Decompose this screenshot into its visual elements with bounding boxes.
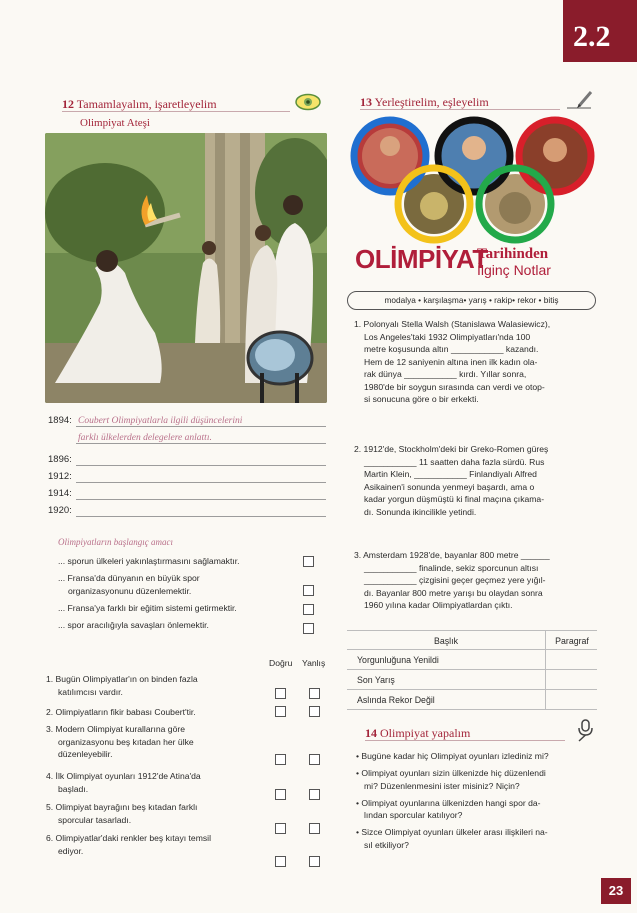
olympic-rings-image bbox=[350, 116, 598, 251]
true-checkbox[interactable] bbox=[275, 856, 286, 867]
paragraph-1: 1. Polonyalı Stella Walsh (Stanislawa Walasiewicz), Los Angeles'taki 1932 Olimpiyatları'nda 100 metre koşusunda altın ___________ kazandı. Hem de 12 saniyenin altına inen ilk kadın ola- rak dünya ___________ kırdı. Yıllar sonra, 1980'de bir soygun sırasında can verdi ve otop- si sonucuna göre o bir erkekti. bbox=[354, 319, 551, 404]
timeline bbox=[48, 413, 330, 520]
timeline-text: farklı ülkelerden delegelere anlattı. bbox=[78, 433, 212, 443]
paragraph-3: 3. Amsterdam 1928'de, bayanlar 800 metre ______ ___________ finalinde, sekiz sporcunun altısı ___________ çizgisini geçer geçmez yere yığıl- dı. Bayanlar 800 metre yarışı bu olaydan sonra 1960 yılına kadar Olimpiyatlardan çıktı. bbox=[354, 550, 550, 610]
aim-checkbox[interactable] bbox=[303, 623, 314, 634]
section-14-title: Olimpiyat yapalım bbox=[380, 726, 471, 740]
pencil-icon bbox=[565, 90, 595, 110]
timeline-row bbox=[48, 452, 330, 469]
word-bank: modalya • karşılaşma• yarış • rakip• rekor • bitiş bbox=[347, 291, 596, 310]
timeline-row bbox=[48, 486, 330, 503]
aims-list bbox=[58, 555, 328, 636]
false-column-header: Yanlış bbox=[302, 658, 326, 668]
discussion-questions: • Bugüne kadar hiç Olimpiyat oyunları izlediniz mi? • Olimpiyat oyunları sizin ülkenizde hiç düzenlendi mi? Düzenlenmesini ister misiniz? Niçin? • Olimpiyat oyunlarına ülkenizden hangi spor da- lından sporcular katılıyor? • Sizce Olimpiyat oyunları ülkeler arası ilişkileri na- sıl etkiliyor? bbox=[356, 750, 601, 851]
olympic-subtitle-2: İlginç Notlar bbox=[477, 262, 551, 278]
section-13-number: 13 bbox=[360, 95, 372, 109]
timeline-year: 1912: bbox=[48, 471, 72, 482]
olympic-subtitle-1: Tarihinden bbox=[477, 246, 549, 262]
false-checkbox[interactable] bbox=[309, 688, 320, 699]
timeline-year: 1914: bbox=[48, 488, 72, 499]
statement-item: 2. Olimpiyatların fikir babası Coubert'tir. bbox=[46, 707, 196, 717]
false-checkbox[interactable] bbox=[309, 754, 320, 765]
true-column-header: Doğru bbox=[269, 658, 293, 668]
timeline-row bbox=[48, 469, 330, 486]
question-item: • Olimpiyat oyunlarına ülkenizden hangi spor da- bbox=[356, 797, 541, 808]
true-checkbox[interactable] bbox=[275, 754, 286, 765]
question-item: • Bugüne kadar hiç Olimpiyat oyunları izlediniz mi? bbox=[356, 751, 549, 761]
aims-heading: Olimpiyatların başlangıç amacı bbox=[58, 537, 173, 547]
timeline-year: 1896: bbox=[48, 454, 72, 465]
section-13-header bbox=[360, 95, 489, 110]
table-header-title: Başlık bbox=[434, 636, 458, 646]
section-14-header bbox=[365, 726, 470, 741]
table-row: Aslında Rekor Değil bbox=[347, 690, 597, 710]
true-checkbox[interactable] bbox=[275, 823, 286, 834]
statement-item: 1. Bugün Olimpiyatlar'ın on binden fazla katılımcısı vardır. bbox=[46, 674, 198, 697]
aim-item-cont: organizasyonunu düzenlemektir. bbox=[68, 586, 192, 596]
aim-item: ... Fransa'ya farklı bir eğitim sistemi getirmektir. bbox=[58, 603, 237, 613]
true-checkbox[interactable] bbox=[275, 789, 286, 800]
question-item: • Olimpiyat oyunları sizin ülkenizde hiç düzenlendi bbox=[356, 768, 546, 778]
false-checkbox[interactable] bbox=[309, 789, 320, 800]
section-12-title: Tamamlayalım, işaretleyelim bbox=[76, 97, 217, 111]
timeline-text: Coubert Olimpiyatlarla ilgili düşüncelerini bbox=[78, 416, 243, 426]
table-header-paragraph: Paragraf bbox=[555, 636, 589, 646]
section-12-header bbox=[62, 97, 217, 112]
true-checkbox[interactable] bbox=[275, 706, 286, 717]
statements-list bbox=[46, 673, 276, 862]
timeline-row bbox=[48, 503, 330, 520]
table-row: Yorgunluğuna Yenildi bbox=[347, 650, 597, 670]
paragraph-2: 2. 1912'de, Stockholm'deki bir Greko-Romen güreş ___________ 11 saatten daha fazla sürdü. Rus Martin Klein, ___________ Finlandiyalı Alfred Asikainen'i sonunda yenmeyi başardı, ama o kadar yorgun düşmüştü ki final maçına çıkama- dı. Sonunda ikincilikle yetindi. bbox=[354, 444, 549, 517]
aim-item: ... sporun ülkeleri yakınlaştırmasını sağlamaktır. bbox=[58, 556, 240, 566]
microphone-icon bbox=[573, 718, 595, 742]
olympic-big-title: OLİMPİYAT bbox=[355, 244, 488, 274]
timeline-year: 1920: bbox=[48, 505, 72, 516]
match-table bbox=[347, 630, 597, 710]
section-12-number: 12 bbox=[62, 97, 74, 111]
page-number: 23 bbox=[601, 878, 631, 904]
olympic-flame-photo bbox=[45, 133, 327, 403]
statement-item: 3. Modern Olimpiyat kurallarına göre organizasyonu beş kıtadan her ülke düzenleyebilir. bbox=[46, 724, 194, 759]
aim-item: ... spor aracılığıyla savaşları önlemektir. bbox=[58, 620, 209, 630]
statement-item: 5. Olimpiyat bayrağını beş kıtadan farklı sporcular tasarladı. bbox=[46, 802, 198, 825]
statement-item: 6. Olimpiyatlar'daki renkler beş kıtayı temsil ediyor. bbox=[46, 833, 211, 856]
true-checkbox[interactable] bbox=[275, 688, 286, 699]
eye-icon bbox=[295, 93, 321, 111]
timeline-row bbox=[48, 413, 330, 430]
section-13-title: Yerleştirelim, eşleyelim bbox=[374, 95, 489, 109]
section-14-rule bbox=[365, 740, 565, 741]
aim-checkbox[interactable] bbox=[303, 604, 314, 615]
aim-checkbox[interactable] bbox=[303, 585, 314, 596]
false-checkbox[interactable] bbox=[309, 856, 320, 867]
false-checkbox[interactable] bbox=[309, 823, 320, 834]
chapter-badge: 2.2 bbox=[573, 20, 611, 53]
section-14-number: 14 bbox=[365, 726, 377, 740]
table-header-row bbox=[347, 630, 597, 650]
question-item: • Sizce Olimpiyat oyunları ülkeler arası ilişkileri na- bbox=[356, 827, 548, 837]
timeline-row bbox=[48, 430, 330, 452]
statement-item: 4. İlk Olimpiyat oyunları 1912'de Atina'da başladı. bbox=[46, 771, 201, 794]
timeline-year: 1894: bbox=[48, 415, 72, 426]
section-12-subtitle: Olimpiyat Ateşi bbox=[80, 117, 150, 129]
section-13-rule bbox=[360, 109, 560, 110]
aim-item: ... Fransa'da dünyanın en büyük spor bbox=[58, 573, 200, 583]
false-checkbox[interactable] bbox=[309, 706, 320, 717]
section-12-rule bbox=[62, 111, 290, 112]
table-row: Son Yarış bbox=[347, 670, 597, 690]
aim-checkbox[interactable] bbox=[303, 556, 314, 567]
